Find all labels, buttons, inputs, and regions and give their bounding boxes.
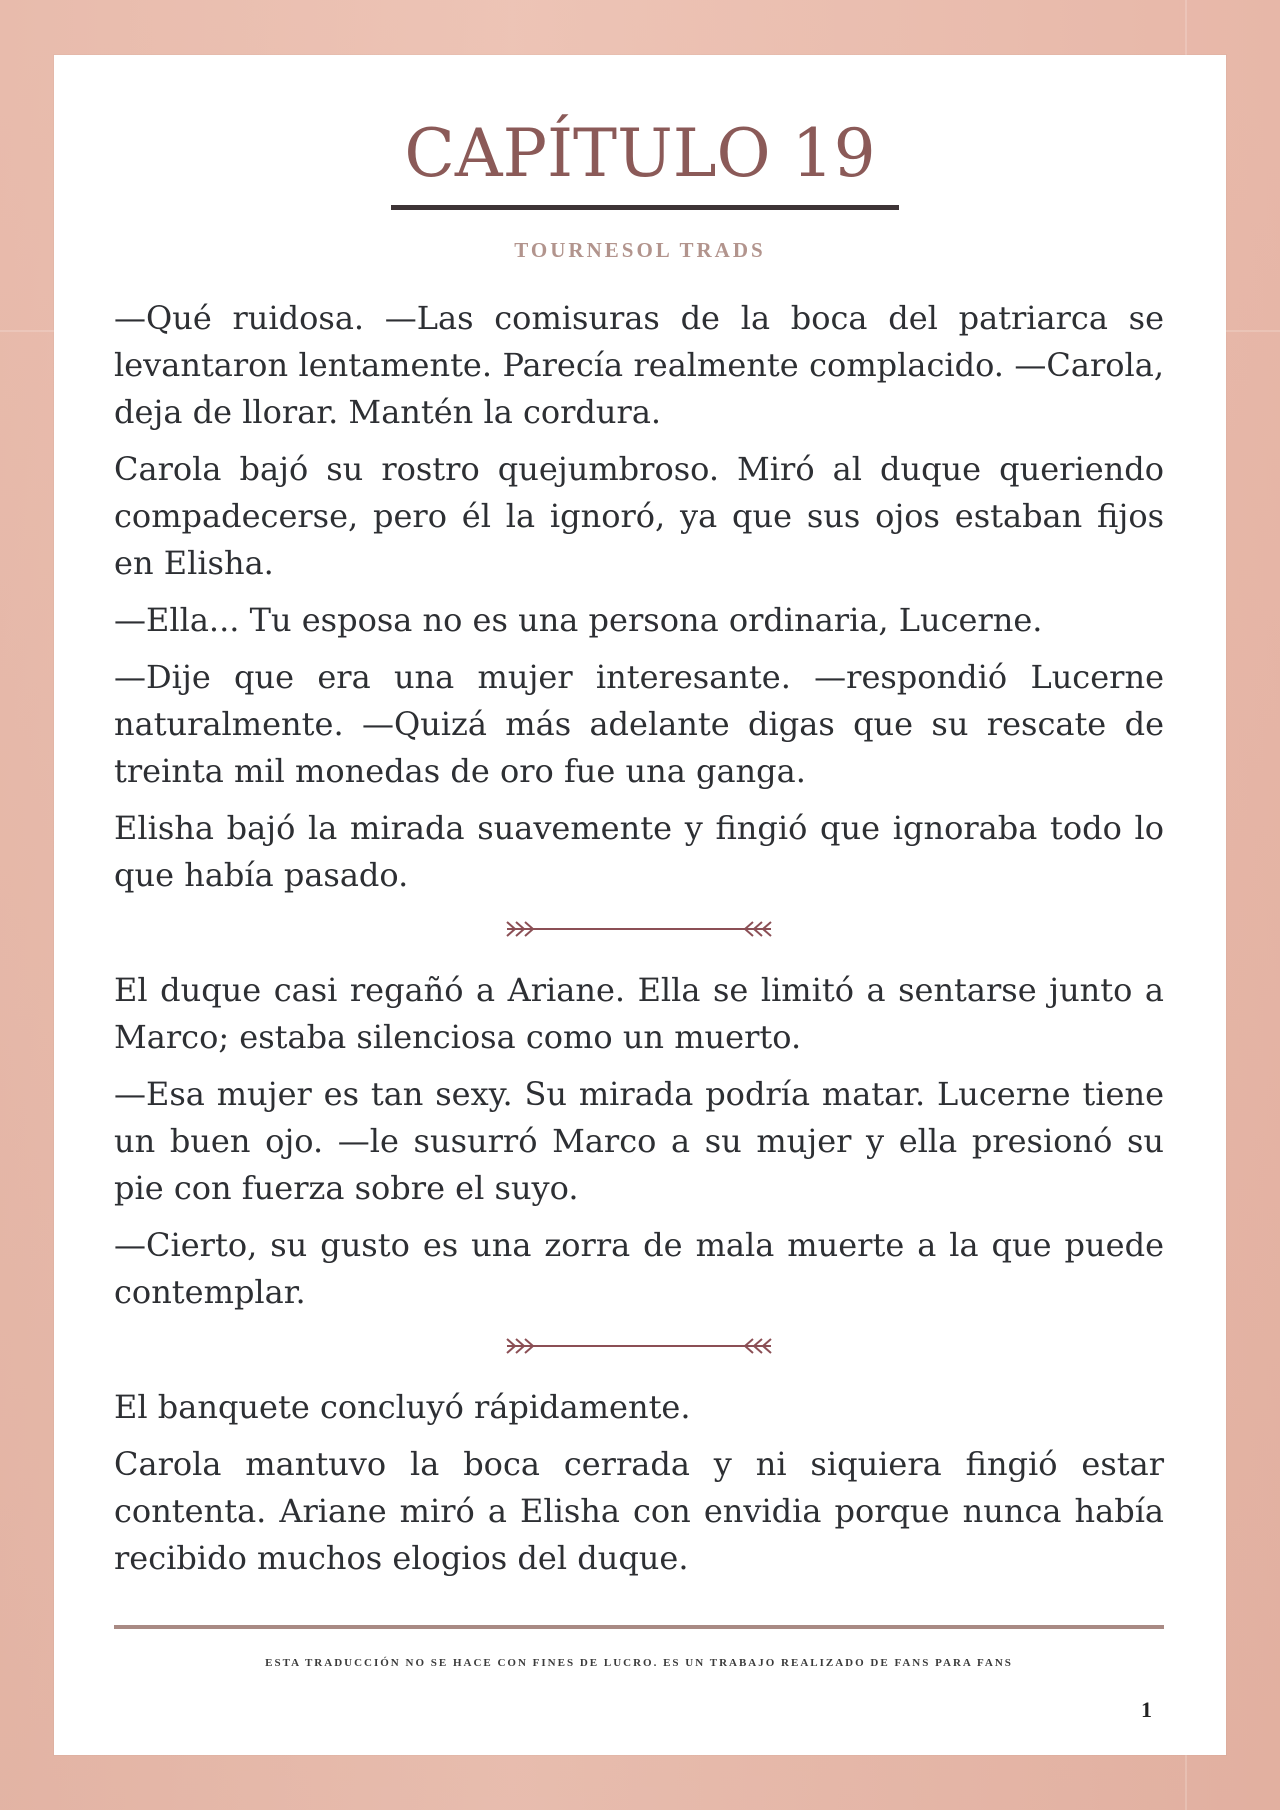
section-divider: [114, 1322, 1164, 1370]
footer-disclaimer: ESTA TRADUCCIÓN NO SE HACE CON FINES DE LUCRO. ES UN TRABAJO REALIZADO DE FANS PARA FANS: [265, 1657, 1013, 1669]
paragraph: —Esa mujer es tan sexy. Su mirada podría matar. Lucerne tiene un buen ojo. —le susurró Marco a su mujer y ella presionó su pie con fuerza sobre el suyo.: [114, 1075, 1164, 1207]
chapter-body: [114, 295, 1164, 1592]
paragraph: Carola bajó su rostro quejumbroso. Miró al duque queriendo compadecerse, pero él la ignoró, ya que sus ojos estaban fijos en Elisha.: [114, 450, 1164, 582]
paragraph: —Cierto, su gusto es una zorra de mala muerte a la que puede contemplar.: [114, 1226, 1164, 1311]
paragraph: El banquete concluyó rápidamente.: [114, 1388, 691, 1426]
title-underline: [391, 205, 899, 210]
paragraph: —Dije que era una mujer interesante. —respondió Lucerne naturalmente. —Quizá más adelante digas que su rescate de treinta mil monedas de oro fue una ganga.: [114, 658, 1164, 790]
arrow-divider-icon: [489, 1332, 789, 1360]
footer-divider: [114, 1625, 1164, 1629]
paragraph: Carola mantuvo la boca cerrada y ni siquiera fingió estar contenta. Ariane miró a Elisha con envidia porque nunca había recibido muchos elogios del duque.: [114, 1445, 1164, 1577]
chapter-title: CAPÍTULO 19: [404, 115, 876, 192]
paragraph: Elisha bajó la mirada suavemente y fingió que ignoraba todo lo que había pasado.: [114, 809, 1164, 894]
page-number: 1: [1141, 1697, 1152, 1722]
section-divider: [114, 905, 1164, 953]
paragraph: El duque casi regañó a Ariane. Ella se limitó a sentarse junto a Marco; estaba silenciosa como un muerto.: [114, 971, 1164, 1056]
paragraph: —Qué ruidosa. —Las comisuras de la boca del patriarca se levantaron lentamente. Parecía realmente complacido. —Carola, deja de llorar. Mantén la cordura.: [114, 299, 1164, 431]
arrow-divider-icon: [489, 915, 789, 943]
paragraph: —Ella... Tu esposa no es una persona ordinaria, Lucerne.: [114, 601, 1043, 639]
translator-credit: TOURNESOL TRADS: [514, 238, 766, 262]
document-page: [54, 55, 1226, 1755]
